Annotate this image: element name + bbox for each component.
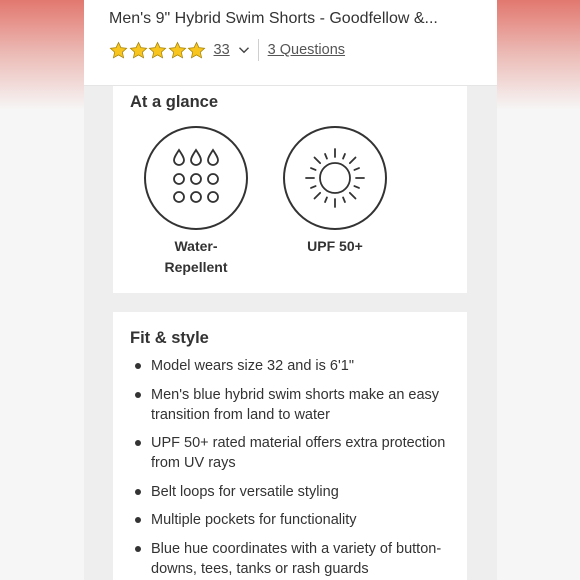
at-a-glance-card <box>113 86 467 293</box>
fit-style-heading: Fit & style <box>130 329 209 347</box>
water-repellent-icon <box>165 147 227 209</box>
star-icon <box>148 41 167 60</box>
fit-style-card <box>113 312 467 580</box>
at-a-glance-heading: At a glance <box>130 93 219 111</box>
questions-link[interactable]: 3 Questions <box>267 42 346 58</box>
list-item: Belt loops for versatile styling <box>135 482 455 502</box>
list-item: Model wears size 32 and is 6'1" <box>135 356 455 376</box>
star-icon <box>109 41 128 60</box>
list-item: UPF 50+ rated material offers extra protection from UV rays <box>135 433 455 473</box>
chevron-down-icon[interactable] <box>238 44 250 56</box>
background-left <box>0 0 84 580</box>
star-icon <box>129 41 148 60</box>
rating-row <box>109 38 345 62</box>
feature-label-water-repellent: Water- Repellent <box>164 238 228 275</box>
water-repellent-badge <box>144 126 248 230</box>
review-count-link[interactable]: 33 <box>213 42 230 58</box>
list-item: Men's blue hybrid swim shorts make an easy transition from land to water <box>135 385 455 425</box>
product-details <box>84 86 497 580</box>
star-icon <box>187 41 206 60</box>
star-icon <box>168 41 187 60</box>
product-title: Men's 9" Hybrid Swim Shorts - Goodfellow &... <box>109 10 438 27</box>
feature-upf <box>282 126 388 257</box>
star-rating[interactable] <box>109 41 207 60</box>
list-item: Blue hue coordinates with a variety of button-downs, tees, tanks or rash guards <box>135 539 455 579</box>
background-right <box>497 0 580 580</box>
product-header <box>84 0 497 86</box>
feature-water-repellent <box>143 126 249 278</box>
list-item: Multiple pockets for functionality <box>135 510 455 530</box>
upf-badge <box>283 126 387 230</box>
sun-icon <box>299 142 371 214</box>
fit-style-list <box>135 356 455 580</box>
feature-label-upf: UPF 50+ <box>307 238 363 254</box>
rating-divider <box>258 39 259 61</box>
